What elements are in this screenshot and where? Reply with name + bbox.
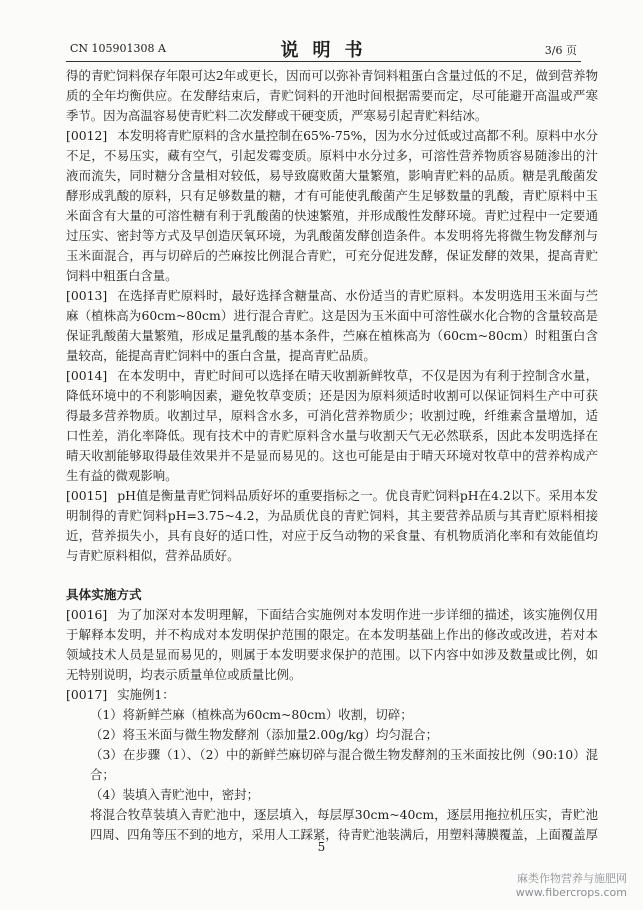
paragraph-0014 bbox=[66, 366, 598, 486]
paragraph-text: 在本发明中，青贮时间可以选择在晴天收割新鲜牧草，不仅是因为有利于控制含水量，降低环境中的不利影响因素，避免牧草变质；还是因为原料须适时收割可以保证饲料生产中可获得最多营养物质。收割过早，原料含水多，可消化营养物质少；收割过晚，纤维素含量增加，适口性差，消化率降低。现有技术中的青贮原料含水量与收割天气无必然联系，因此本发明选择在晴天收割能够取得最佳效果并不是显而易见的。这也可能是由于晴天环境对牧草中的营养构成产生有益的微观影响。 bbox=[66, 368, 598, 483]
watermark-line-1: 麻类作物营养与施肥网 bbox=[517, 872, 627, 885]
paragraph-0017 bbox=[66, 685, 598, 705]
paragraph-tag: [0016] bbox=[66, 607, 108, 622]
continued-paragraph: 得的青贮饲料保存年限可达2年或更长，因而可以弥补青饲料粗蛋白含量过低的不足，做到营养物质的全年均衡供应。在发酵结束后，青贮饲料的开池时间根据需要而定，尽可能避开高温或严寒季节。因为高温容易使青贮料二次发酵或干硬变质，严寒易引起青贮料结冰。 bbox=[66, 68, 598, 123]
paragraph-tag: [0014] bbox=[66, 368, 108, 383]
watermark-line-2: www.fibercrops.com bbox=[515, 886, 627, 899]
paragraph-tag: [0015] bbox=[66, 488, 108, 503]
header-rule bbox=[66, 61, 581, 62]
paragraph-tag: [0012] bbox=[66, 128, 108, 143]
document-title: 说明书 bbox=[280, 40, 377, 61]
paragraph-text: 本发明将青贮原料的含水量控制在65%-75%，因为水分过低或过高都不利。原料中水分不足，不易压实，藏有空气，引起发霉变质。原料中水分过多，可溶性营养物质容易随渗出的汁液而流失，同时糖分含量相对较低，易导致腐败菌大量繁殖，影响青贮料的品质。糖是乳酸菌发酵形成乳酸的原料，只有足够数量的糖，才有可能使乳酸菌产生足够数量的乳酸，青贮原料中玉米面含有大量的可溶性糖有利于乳酸菌的快速繁殖，并形成酸性发酵环境。青贮过程中一定要通过压实、密封等方式及早创造厌氧环境，为乳酸菌发酵创造条件。本发明将先将微生物发酵剂与玉米面混合，再与切碎后的苎麻按比例混合青贮，可充分促进发酵，保证发酵的效果，提高青贮饲料中粗蛋白含量。 bbox=[66, 128, 598, 283]
paragraph-tag: [0013] bbox=[66, 288, 108, 303]
document-body bbox=[66, 66, 598, 845]
paragraph-text: 为了加深对本发明理解，下面结合实施例对本发明作进一步详细的描述，该实施例仅用于解释本发明，并不构成对本发明保护范围的限定。在本发明基础上作出的修改或改进，若对本领域技术人员是显而易见的，则属于本发明要求保护的范围。以下内容中如涉及数量或比例，如无特别说明，均表示质量单位或质量比例。 bbox=[66, 607, 598, 682]
paragraph-tag: [0017] bbox=[66, 687, 108, 702]
paragraph-0012 bbox=[66, 126, 598, 286]
paragraph-0013 bbox=[66, 286, 598, 366]
paragraph-text: 实施例1： bbox=[117, 687, 175, 702]
patent-number: CN 105901308 A bbox=[70, 42, 166, 55]
step-2: （2）将玉米面与微生物发酵剂（添加量2.00g/kg）均匀混合； bbox=[90, 727, 439, 742]
page-number: 5 bbox=[317, 840, 326, 854]
step-4: （4）装填入青贮池中，密封； bbox=[90, 787, 259, 802]
step-4-detail: 将混合牧草装填入青贮池中，逐层填入，每层厚30cm~40cm，逐层用拖拉机压实，青贮池四周、四角等压不到的地方，采用人工踩紧，待青贮池装满后，用塑料薄膜覆盖，上面覆盖厚 bbox=[90, 807, 599, 842]
paragraph-text: 在选择青贮原料时，最好选择含糖量高、水份适当的青贮原料。本发明选用玉米面与苎麻（植株高为60cm~80cm）进行混合青贮。这是因为玉米面中可溶性碳水化合物的含量较高是保证乳酸菌大量繁殖，形成足量乳酸的基本条件，苎麻在植株高为（60cm~80cm）时粗蛋白含量较高，能提高青贮饲料中的蛋白含量，提高青贮品质。 bbox=[66, 288, 598, 363]
step-3: （3）在步骤（1）、（2）中的新鲜苎麻切碎与混合微生物发酵剂的玉米面按比例（90:10）混合； bbox=[90, 747, 598, 782]
section-heading: 具体实施方式 bbox=[66, 587, 142, 602]
page-header bbox=[0, 0, 643, 70]
paragraph-0016 bbox=[66, 605, 598, 685]
site-watermark bbox=[516, 872, 627, 900]
step-1: （1）将新鲜苎麻（植株高为60cm~80cm）收割，切碎； bbox=[90, 707, 413, 722]
section-gap bbox=[66, 566, 598, 585]
paragraph-text: pH值是衡量青贮饲料品质好坏的重要指标之一。优良青贮饲料pH在4.2以下。采用本发明制得的青贮饲料pH=3.75~4.2，为品质优良的青贮饲料，其主要营养品质与其青贮原料相接近，营养损失小，具有良好的适口性，对应于反刍动物的采食量、有机物质消化率和有效能值均与青贮原料相似，营养品质好。 bbox=[66, 488, 598, 563]
paragraph-0015 bbox=[66, 486, 598, 566]
page-indicator: 3/6 页 bbox=[544, 44, 577, 57]
